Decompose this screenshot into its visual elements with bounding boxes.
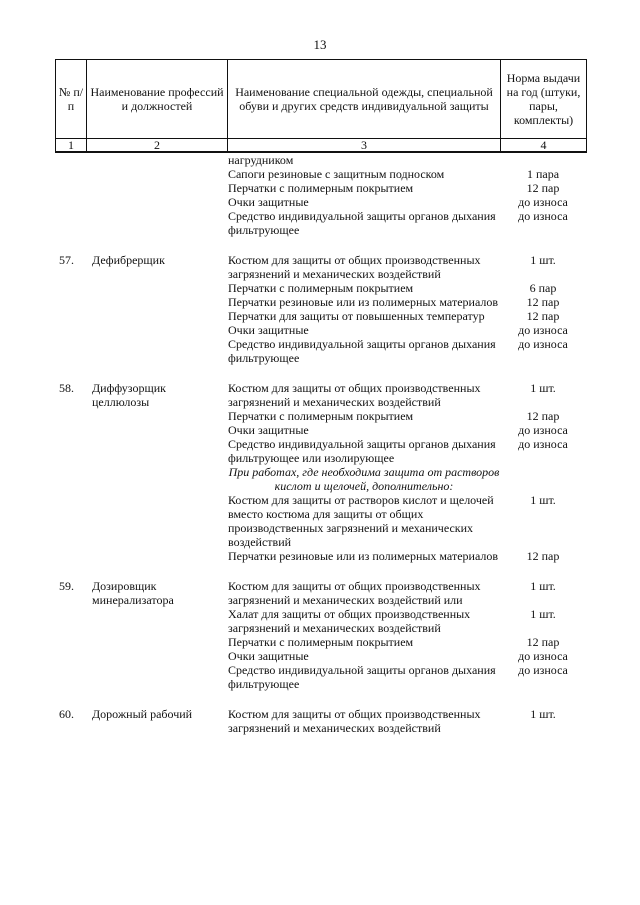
section-gap: [55, 691, 586, 707]
conditions-note: При работах, где необходима защита от растворов кислот и щелочей, дополнительно:: [228, 465, 500, 493]
row-number: 59.: [59, 579, 74, 593]
profession-name: Дефибрерщик: [92, 253, 165, 267]
equipment-item: [228, 309, 586, 323]
equipment-item: [228, 549, 586, 563]
equipment-name: нагрудником: [228, 153, 294, 167]
section-gap: [55, 237, 586, 253]
equipment-name: Костюм для защиты от общих производственных загрязнений и механических воздействий или: [228, 579, 481, 607]
equipment-name: Очки защитные: [228, 195, 309, 209]
equipment-item: [228, 663, 586, 691]
issue-norm: [500, 153, 586, 167]
equipment-item: [228, 295, 586, 309]
issue-norm: 6 пар: [529, 281, 557, 295]
issue-norm: 12 пар: [526, 181, 560, 195]
equipment-item: [228, 253, 586, 281]
equipment-name: Перчатки с полимерным покрытием: [228, 409, 414, 423]
issue-norm: 1 пара: [526, 167, 560, 181]
equipment-name: Костюм для защиты от общих производственных загрязнений и механических воздействий: [228, 381, 481, 409]
issue-norm: до износа: [518, 337, 568, 351]
profession-name: Дозировщик минерализатора: [92, 579, 174, 607]
header-num-1: 1: [56, 139, 87, 153]
equipment-list: [228, 153, 586, 237]
equipment-item: [228, 167, 586, 181]
equipment-item: [228, 323, 586, 337]
equipment-name: Средство индивидуальной защиты органов дыхания фильтрующее: [228, 337, 496, 365]
page-number: 13: [313, 37, 327, 52]
equipment-name: Перчатки с полимерным покрытием: [228, 635, 414, 649]
equipment-item: [228, 437, 586, 465]
header-col-norm: Норма выдачи на год (штуки, пары, комплекты): [501, 60, 587, 139]
issue-norm: до износа: [518, 663, 568, 677]
issue-norm: 12 пар: [526, 549, 560, 563]
equipment-item: [228, 337, 586, 365]
equipment-item: [228, 281, 586, 295]
section-gap: [55, 563, 586, 579]
equipment-item: [228, 409, 586, 423]
equipment-name: Средство индивидуальной защиты органов дыхания фильтрующее: [228, 209, 496, 237]
issue-norm: 1 шт.: [530, 579, 556, 593]
equipment-name: Костюм для защиты от растворов кислот и щелочей вместо костюма для защиты от общих производственных загрязнений и механических воздействий: [228, 493, 494, 549]
table-row: [55, 253, 586, 365]
issue-norm: до износа: [518, 195, 568, 209]
header-num-2: 2: [87, 139, 228, 153]
issue-norm: до износа: [518, 423, 568, 437]
row-number: 58.: [59, 381, 74, 395]
equipment-name: Средство индивидуальной защиты органов дыхания фильтрующее или изолирующее: [228, 437, 496, 465]
equipment-name: Перчатки резиновые или из полимерных материалов: [228, 295, 499, 309]
table-row: [55, 579, 586, 691]
equipment-name: Костюм для защиты от общих производственных загрязнений и механических воздействий: [228, 253, 481, 281]
issue-norm: 1 шт.: [530, 707, 556, 721]
issue-norm: до износа: [518, 437, 568, 451]
issue-norm: 12 пар: [526, 309, 560, 323]
issue-norm: 1 шт.: [530, 493, 556, 507]
equipment-list: [228, 707, 586, 735]
equipment-item: [228, 607, 586, 635]
equipment-name: Средство индивидуальной защиты органов дыхания фильтрующее: [228, 663, 496, 691]
table-body: [55, 153, 586, 735]
issue-norm: 12 пар: [526, 635, 560, 649]
issue-norm: 12 пар: [526, 295, 560, 309]
equipment-item: [228, 649, 586, 663]
equipment-name: Очки защитные: [228, 423, 309, 437]
header-num-3: 3: [228, 139, 501, 153]
issue-norm: 1 шт.: [530, 253, 556, 267]
section-gap: [55, 365, 586, 381]
equipment-item: [228, 381, 586, 409]
equipment-list: [228, 579, 586, 691]
issue-norm: до износа: [518, 209, 568, 223]
header-col-number: № п/п: [56, 60, 87, 139]
table-header: [55, 59, 587, 153]
equipment-list: [228, 253, 586, 365]
table-row: [55, 707, 586, 735]
equipment-item: [228, 209, 586, 237]
header-col-equipment: Наименование специальной одежды, специальной обуви и других средств индивидуальной защиты: [228, 60, 501, 139]
equipment-item: [228, 181, 586, 195]
issue-norm: 1 шт.: [530, 607, 556, 621]
equipment-name: Халат для защиты от общих производственных загрязнений и механических воздействий: [228, 607, 471, 635]
equipment-name: Сапоги резиновые с защитным подноском: [228, 167, 445, 181]
profession-name: Дорожный рабочий: [92, 707, 193, 721]
profession-name: Диффузорщик целлюлозы: [92, 381, 166, 409]
equipment-name: Костюм для защиты от общих производственных загрязнений и механических воздействий: [228, 707, 481, 735]
header-col-profession: Наименование профессий и должностей: [87, 60, 228, 139]
issue-norm: до износа: [518, 323, 568, 337]
table-row: [55, 153, 586, 237]
equipment-item: [228, 195, 586, 209]
row-number: 57.: [59, 253, 74, 267]
equipment-item: [228, 423, 586, 437]
equipment-name: Очки защитные: [228, 649, 309, 663]
equipment-name: Перчатки для защиты от повышенных температур: [228, 309, 485, 323]
issue-norm: 12 пар: [526, 409, 560, 423]
issue-norm: 1 шт.: [530, 381, 556, 395]
equipment-item: [228, 493, 586, 549]
issue-norm: до износа: [518, 649, 568, 663]
equipment-item: [228, 579, 586, 607]
equipment-item: [228, 635, 586, 649]
equipment-name: Перчатки с полимерным покрытием: [228, 281, 414, 295]
equipment-name: Перчатки с полимерным покрытием: [228, 181, 414, 195]
equipment-name: Очки защитные: [228, 323, 309, 337]
equipment-list: [228, 381, 586, 563]
table-row: [55, 381, 586, 563]
equipment-name: Перчатки резиновые или из полимерных материалов: [228, 549, 499, 563]
equipment-item: [228, 707, 586, 735]
row-number: 60.: [59, 707, 74, 721]
equipment-item: [228, 153, 586, 167]
header-num-4: 4: [501, 139, 587, 153]
